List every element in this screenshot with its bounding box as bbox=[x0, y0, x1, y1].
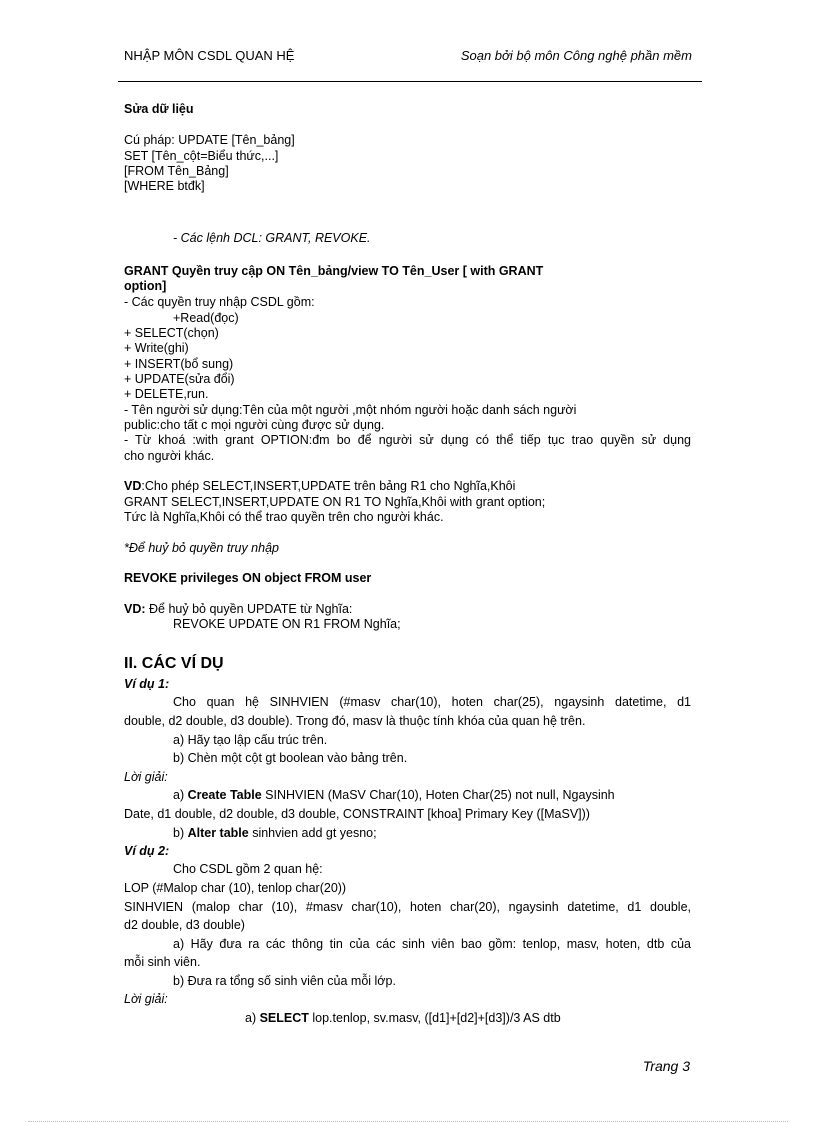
dcl-heading: - Các lệnh DCL: GRANT, REVOKE. bbox=[173, 231, 371, 245]
sql-keyword: Create Table bbox=[187, 788, 262, 802]
paragraph-line: b) Đưa ra tổng số sinh viên của mỗi lớp. bbox=[173, 974, 396, 988]
text-line: cho người khác. bbox=[124, 449, 215, 463]
solution-text: sinhvien add gt yesno; bbox=[248, 826, 377, 840]
text-line: + SELECT(chọn) bbox=[124, 326, 219, 340]
example-1-label: Ví dụ 1: bbox=[124, 677, 170, 691]
example-line: Tức là Nghĩa,Khôi có thể trao quyền trên cho người khác. bbox=[124, 510, 444, 524]
header-divider bbox=[118, 81, 702, 82]
example-2-label: Ví dụ 2: bbox=[124, 844, 170, 858]
paragraph-line: Cho CSDL gồm 2 quan hệ: bbox=[173, 862, 323, 876]
solution-label: Lời giải: bbox=[124, 992, 168, 1006]
example-line: GRANT SELECT,INSERT,UPDATE ON R1 TO Nghĩa,Khôi with grant option; bbox=[124, 495, 546, 509]
solution-line bbox=[245, 1011, 561, 1026]
paragraph-line: a) Hãy đưa ra các thông tin của các sinh viên bao gồm: tenlop, masv, hoten, dtb của bbox=[173, 937, 691, 951]
text-line: +Read(đọc) bbox=[173, 311, 239, 325]
text-line: + INSERT(bổ sung) bbox=[124, 357, 234, 371]
paragraph-line: b) Chèn một cột gt boolean vào bảng trên. bbox=[173, 751, 408, 765]
solution-line bbox=[173, 826, 377, 841]
solution-prefix: a) bbox=[245, 1011, 260, 1025]
page-header-right: Soạn bởi bộ môn Công nghệ phần mềm bbox=[460, 48, 692, 63]
text-line: - Từ khoá :with grant OPTION:đm bo để người sử dụng có thể tiếp tục trao quyền sử dụng bbox=[124, 433, 691, 447]
sql-keyword: Alter table bbox=[187, 826, 249, 840]
example-label: VD bbox=[124, 479, 142, 493]
paragraph-line: LOP (#Malop char (10), tenlop char(20)) bbox=[124, 881, 347, 895]
paragraph-line: a) Hãy tạo lập cấu trúc trên. bbox=[173, 733, 328, 747]
page-bottom-border bbox=[28, 1121, 788, 1122]
page-number: Trang 3 bbox=[642, 1058, 690, 1074]
example-text: :Cho phép SELECT,INSERT,UPDATE trên bảng R1 cho Nghĩa,Khôi bbox=[141, 479, 516, 493]
text-line: + DELETE,run. bbox=[124, 387, 209, 401]
syntax-line: [WHERE btđk] bbox=[124, 179, 205, 193]
solution-line bbox=[173, 788, 615, 803]
paragraph-line: mỗi sinh viên. bbox=[124, 955, 201, 969]
syntax-line: Cú pháp: UPDATE [Tên_bảng] bbox=[124, 133, 295, 147]
grant-syntax: GRANT Quyền truy cập ON Tên_bảng/view TO Tên_User [ with GRANT bbox=[124, 264, 544, 278]
syntax-line: SET [Tên_cột=Biểu thức,...] bbox=[124, 149, 279, 163]
example-label: VD: bbox=[124, 602, 146, 616]
text-line: + UPDATE(sửa đổi) bbox=[124, 372, 235, 386]
text-line: - Các quyền truy nhập CSDL gồm: bbox=[124, 295, 315, 309]
paragraph-line: double, d2 double, d3 double). Trong đó, masv là thuộc tính khóa của quan hệ trên. bbox=[124, 714, 586, 728]
sql-keyword: SELECT bbox=[259, 1011, 309, 1025]
example-text: Để huỷ bỏ quyền UPDATE từ Nghĩa: bbox=[145, 602, 353, 616]
paragraph-line: d2 double, d3 double) bbox=[124, 918, 245, 932]
revoke-syntax: REVOKE privileges ON object FROM user bbox=[124, 571, 372, 585]
solution-text: SINHVIEN (MaSV Char(10), Hoten Char(25) not null, Ngaysinh bbox=[261, 788, 615, 802]
example-line: REVOKE UPDATE ON R1 FROM Nghĩa; bbox=[173, 617, 401, 631]
example-line bbox=[124, 479, 515, 494]
section-title: Sửa dữ liệu bbox=[124, 102, 194, 116]
solution-line: Date, d1 double, d2 double, d3 double, CONSTRAINT [khoa] Primary Key ([MaSV])) bbox=[124, 807, 590, 821]
paragraph-line: SINHVIEN (malop char (10), #masv char(10), hoten char(20), ngaysinh datetime, d1 double, bbox=[124, 900, 691, 914]
solution-text: lop.tenlop, sv.masv, ([d1]+[d2]+[d3])/3 AS dtb bbox=[308, 1011, 561, 1025]
section-heading-examples: II. CÁC VÍ DỤ bbox=[124, 655, 224, 672]
text-line: - Tên người sử dụng:Tên của một người ,một nhóm người hoặc danh sách người bbox=[124, 403, 577, 417]
text-line: + Write(ghi) bbox=[124, 341, 189, 355]
grant-syntax-cont: option] bbox=[124, 279, 167, 293]
solution-prefix: b) bbox=[173, 826, 188, 840]
solution-label: Lời giải: bbox=[124, 770, 168, 784]
syntax-line: [FROM Tên_Bảng] bbox=[124, 164, 229, 178]
solution-prefix: a) bbox=[173, 788, 188, 802]
text-line: public:cho tất c mọi người cùng được sử dụng. bbox=[124, 418, 385, 432]
page-header-left: NHẬP MÔN CSDL QUAN HỆ bbox=[124, 48, 295, 63]
example-line bbox=[124, 602, 352, 617]
revoke-heading: *Để huỷ bỏ quyền truy nhập bbox=[124, 541, 279, 555]
paragraph-line: Cho quan hệ SINHVIEN (#masv char(10), hoten char(25), ngaysinh datetime, d1 bbox=[173, 695, 691, 709]
